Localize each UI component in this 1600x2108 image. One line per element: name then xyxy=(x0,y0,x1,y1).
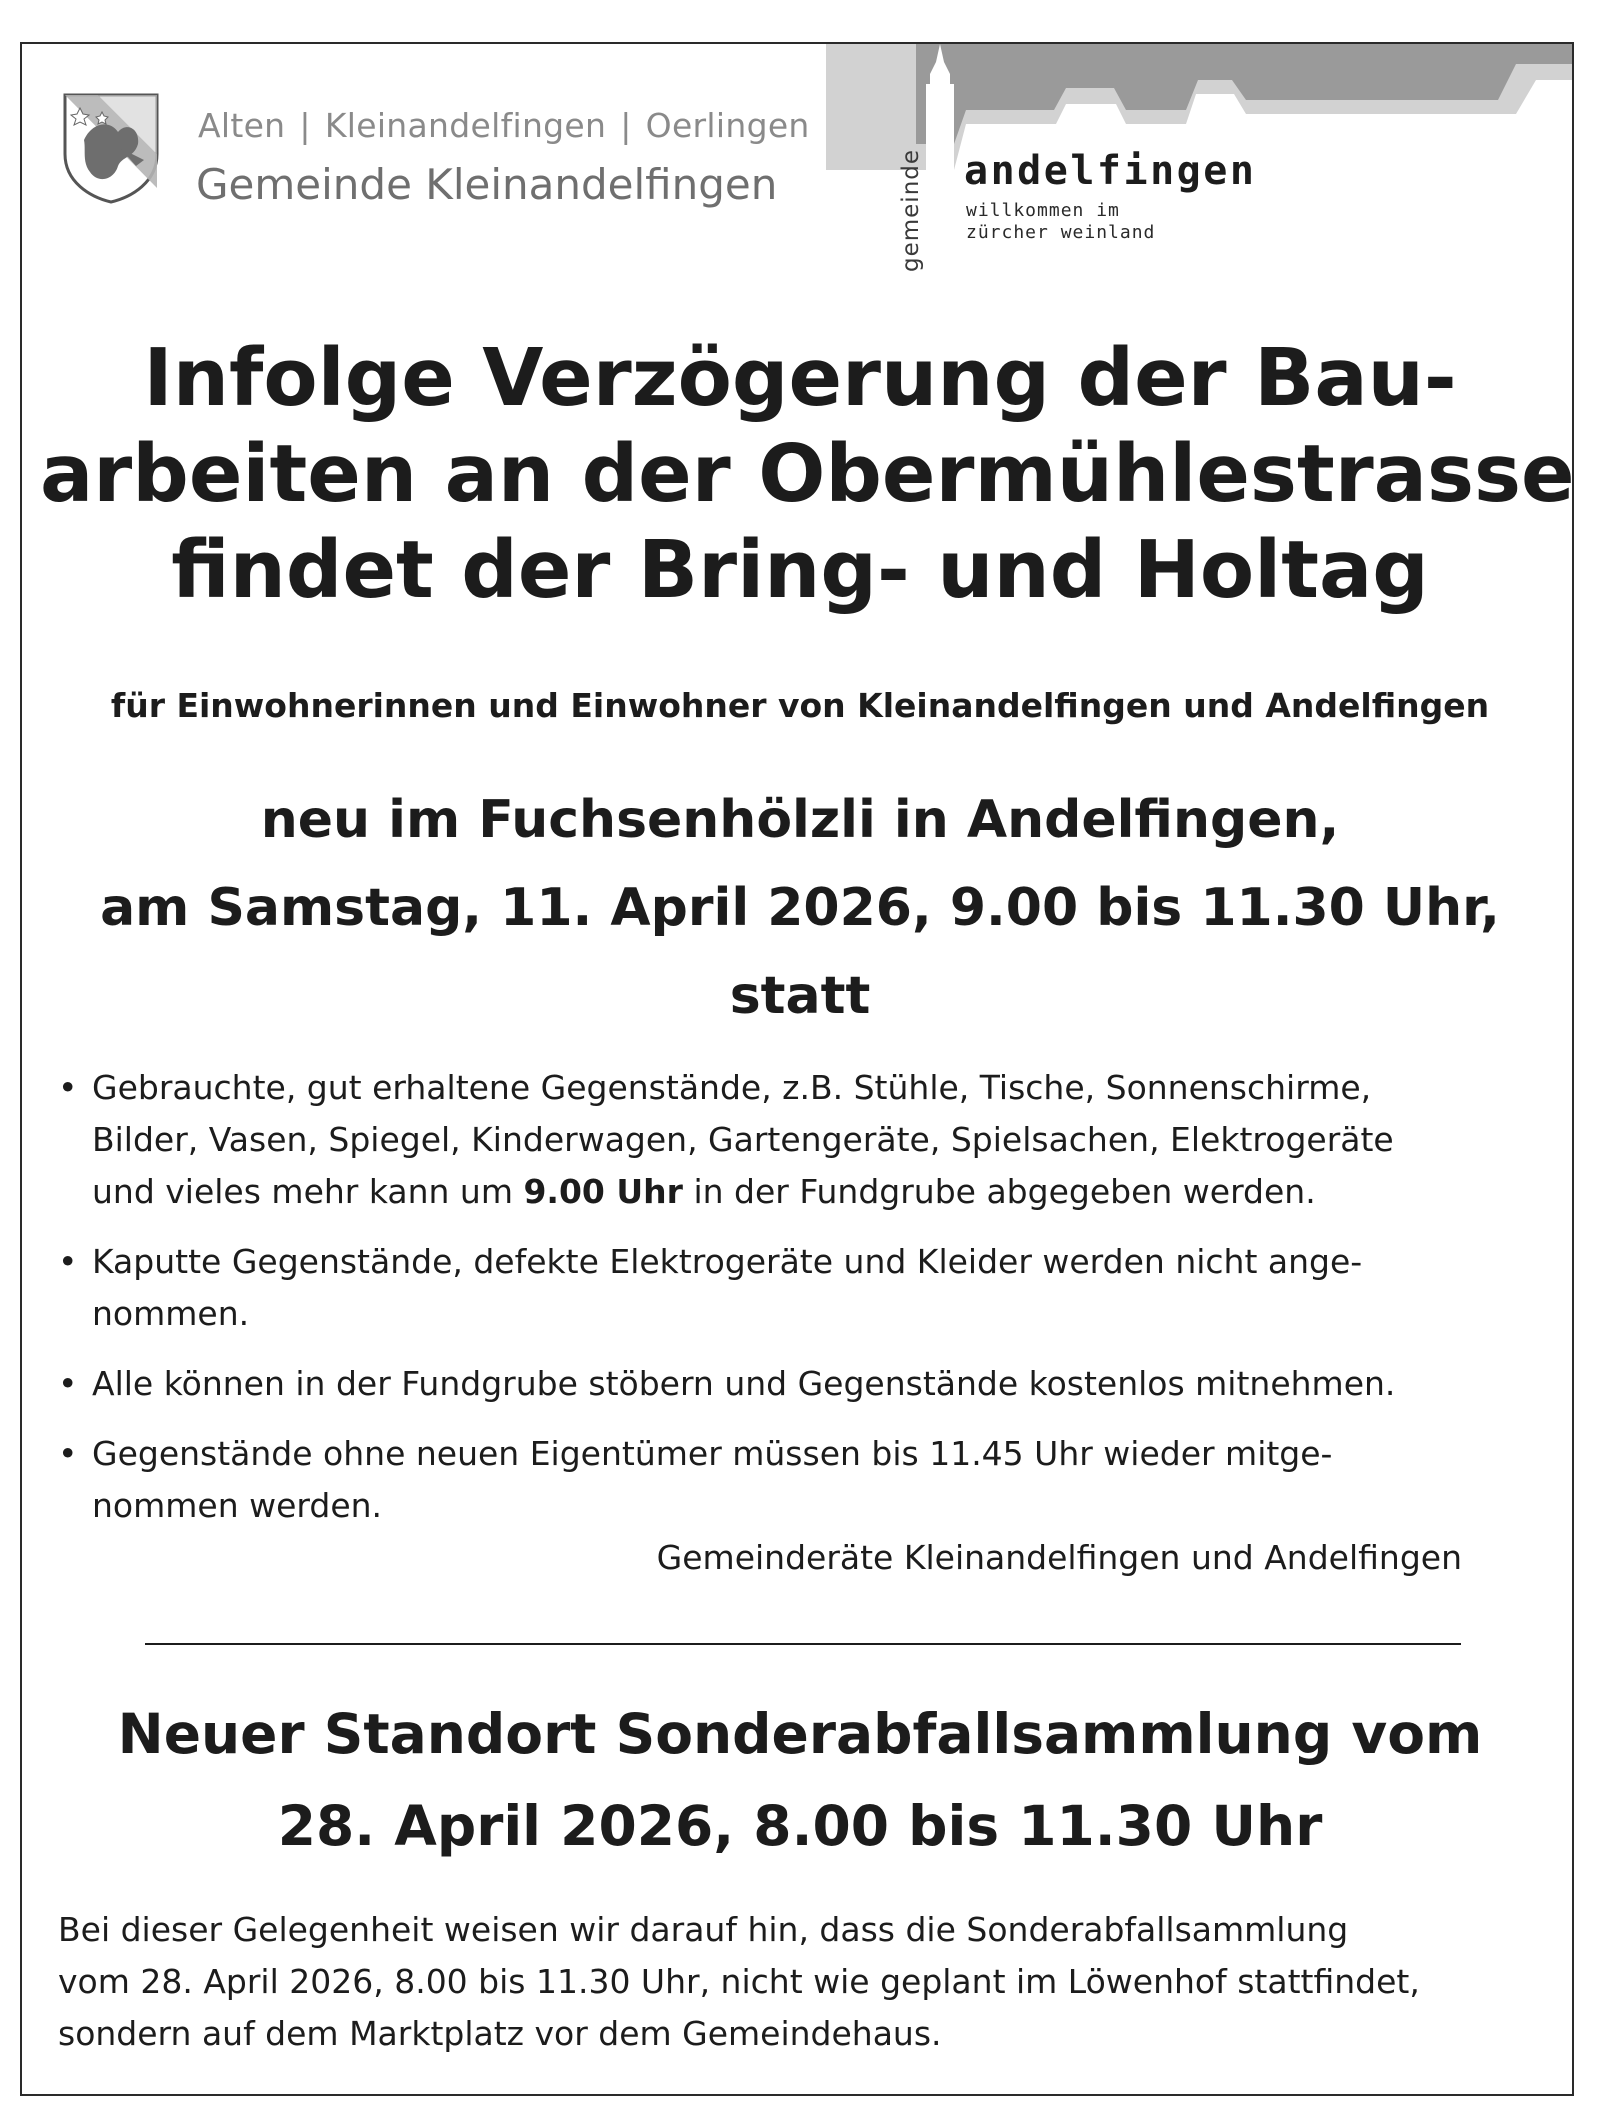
event-date-line: neu im Fuchsenhölzli in Andelfingen, xyxy=(260,790,1340,850)
village-name: Kleinandelfingen xyxy=(324,106,607,145)
list-item-text: Gebrauchte, gut erhaltene Gegenstände, z.B. Stühle, Tische, Sonnenschirme, xyxy=(92,1068,1372,1107)
list-item-text: Kaputte Gegenstände, defekte Elektrogeräte und Kleider werden nicht ange- xyxy=(92,1242,1363,1281)
list-item-text-part: in der Fundgrube abgegeben werden. xyxy=(682,1172,1316,1211)
list-item-text xyxy=(92,1166,1568,1218)
bullet-icon: • xyxy=(58,1242,78,1281)
list-item-text: Gegenstände ohne neuen Eigentümer müssen bis 11.45 Uhr wieder mitge- xyxy=(92,1434,1333,1473)
bullet-icon: • xyxy=(58,1434,78,1473)
list-item-text: nommen werden. xyxy=(92,1486,383,1525)
village-separator: | xyxy=(620,106,632,145)
list-item xyxy=(58,1236,1568,1340)
bullet-icon: • xyxy=(58,1364,78,1403)
section-divider xyxy=(145,1643,1461,1645)
gemeinde-kleinandelfingen-title: Gemeinde Kleinandelfingen xyxy=(196,160,778,209)
rules-list xyxy=(58,1062,1568,1550)
secondary-headline-line: Neuer Standort Sonderabfallsammlung vom xyxy=(117,1702,1483,1766)
andelfingen-tagline: willkommen im xyxy=(966,200,1120,221)
closing-line: vom 28. April 2026, 8.00 bis 11.30 Uhr, nicht wie geplant im Löwenhof stattfindet, xyxy=(58,1962,1420,2001)
headline-line: findet der Bring- und Holtag xyxy=(171,524,1429,616)
list-item-text: Bilder, Vasen, Spiegel, Kinderwagen, Gartengeräte, Spielsachen, Elektrogeräte xyxy=(92,1120,1394,1159)
village-list xyxy=(198,106,810,145)
closing-line: Bei dieser Gelegenheit weisen wir darauf hin, dass die Sonderabfallsammlung xyxy=(58,1910,1349,1949)
andelfingen-tagline: zürcher weinland xyxy=(966,222,1156,243)
list-item xyxy=(58,1358,1568,1410)
list-item-text: nommen. xyxy=(92,1294,250,1333)
audience-subtitle: für Einwohnerinnen und Einwohner von Kleinandelfingen und Andelfingen xyxy=(110,686,1490,725)
village-name: Oerlingen xyxy=(645,106,810,145)
closing-paragraph xyxy=(58,1904,1558,2060)
list-item xyxy=(58,1428,1568,1532)
kleinandelfingen-crest-icon xyxy=(62,92,160,204)
closing-line: sondern auf dem Marktplatz vor dem Gemeindehaus. xyxy=(58,2014,942,2053)
headline-line: arbeiten an der Obermühlestrasse xyxy=(40,428,1575,520)
drop-off-time: 9.00 Uhr xyxy=(523,1172,683,1211)
main-headline xyxy=(40,330,1575,618)
list-item-text: Alle können in der Fundgrube stöbern und Gegenstände kostenlos mitnehmen. xyxy=(92,1364,1396,1403)
list-item xyxy=(58,1062,1568,1218)
gemeinde-vertical-label: gemeinde xyxy=(898,148,924,272)
village-name: Alten xyxy=(198,106,286,145)
list-item-text-part: und vieles mehr kann um xyxy=(92,1172,524,1211)
headline-line: Infolge Verzögerung der Bau- xyxy=(143,332,1457,424)
event-date-line: statt xyxy=(729,966,871,1026)
secondary-headline-line: 28. April 2026, 8.00 bis 11.30 Uhr xyxy=(277,1794,1323,1858)
event-date-block xyxy=(40,776,1560,1040)
bullet-icon: • xyxy=(58,1068,78,1107)
secondary-headline xyxy=(40,1688,1560,1872)
village-separator: | xyxy=(299,106,311,145)
event-date-line: am Samstag, 11. April 2026, 9.00 bis 11.30 Uhr, xyxy=(100,878,1500,938)
andelfingen-logo-name: andelfingen xyxy=(964,148,1257,194)
signature: Gemeinderäte Kleinandelfingen und Andelfingen xyxy=(656,1538,1462,1577)
